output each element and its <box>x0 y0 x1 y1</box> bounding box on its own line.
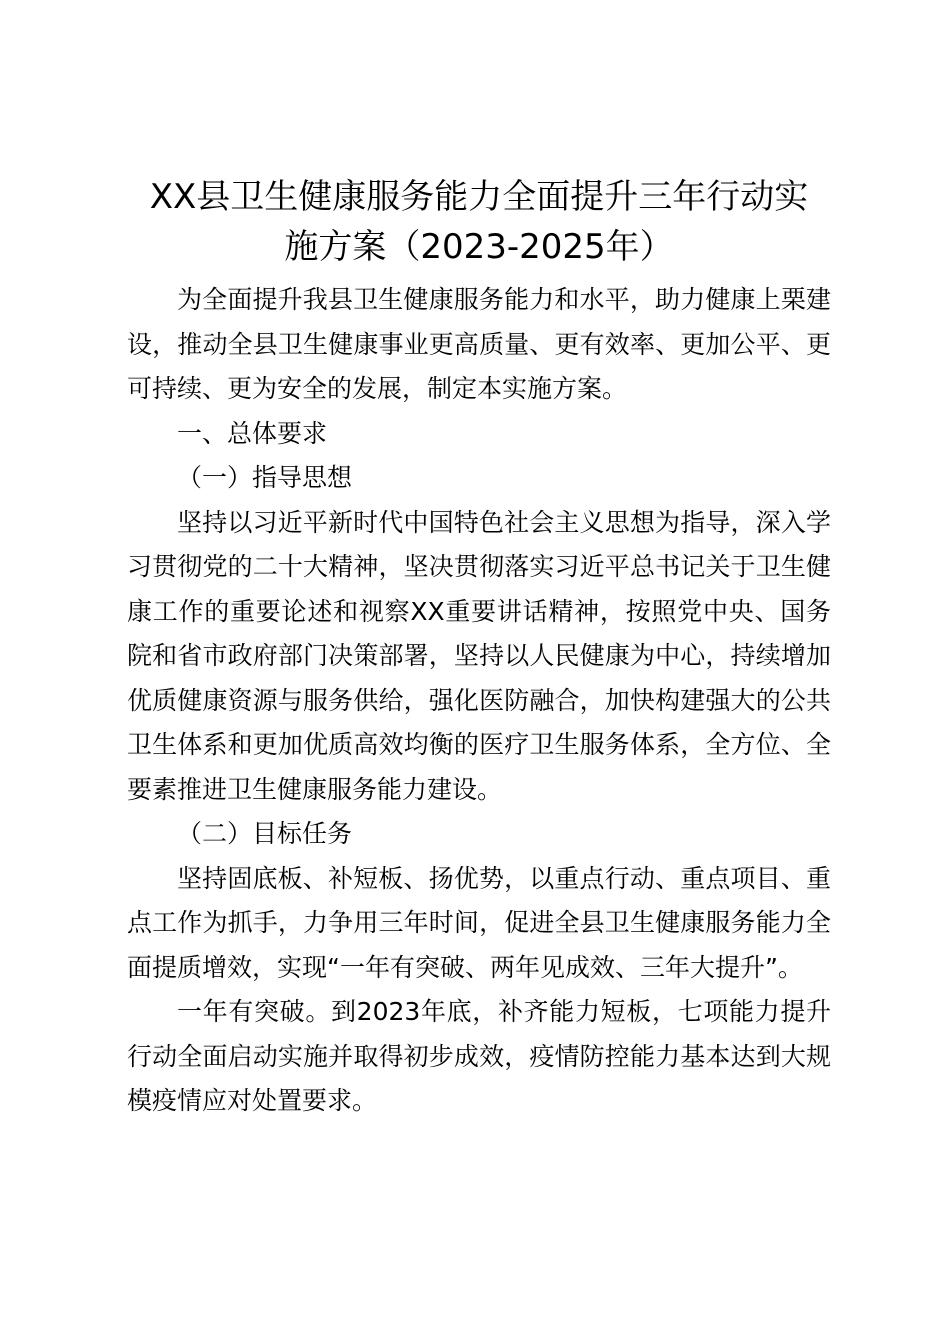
goals-tasks-paragraph: 坚持固底板、补短板、扬优势，以重点行动、重点项目、重点工作为抓手，力争用三年时间，促进全县卫生健康服务能力全面提质增效，实现“一年有突破、两年见成效、三年大提升”。 <box>127 863 831 982</box>
subsection-heading-guiding-ideology: （一）指导思想 <box>177 463 353 492</box>
title-line-2: 施方案（2023-2025年） <box>284 227 674 267</box>
first-year-goal-paragraph: 一年有突破。到2023年底，补齐能力短板，七项能力提升行动全面启动实施并取得初步成效，疫情防控能力基本达到大规模疫情应对处置要求。 <box>127 997 831 1115</box>
document-body <box>127 278 831 1124</box>
section-heading-overall-requirements: 一、总体要求 <box>177 418 328 448</box>
guiding-ideology-paragraph: 坚持以习近平新时代中国特色社会主义思想为指导，深入学习贯彻党的二十大精神，坚决贯彻落实习近平总书记关于卫生健康工作的重要论述和视察XX重要讲话精神，按照党中央、国务院和省市政府部门决策部署，坚持以人民健康为中心，持续增加优质健康资源与服务供给，强化医防融合，加快构建强大的公共卫生体系和更加优质高效均衡的医疗卫生服务体系，全方位、全要素推进卫生健康服务能力建设。 <box>127 507 831 804</box>
subsection-heading-goals-tasks: （二）目标任务 <box>177 819 353 848</box>
intro-paragraph: 为全面提升我县卫生健康服务能力和水平，助力健康上栗建设，推动全县卫生健康事业更高质量、更有效率、更加公平、更可持续、更为安全的发展，制定本实施方案。 <box>127 285 831 403</box>
document-title <box>127 172 831 272</box>
document-page <box>127 172 831 1124</box>
title-line-1: XX县卫生健康服务能力全面提升三年行动实 <box>149 177 809 217</box>
